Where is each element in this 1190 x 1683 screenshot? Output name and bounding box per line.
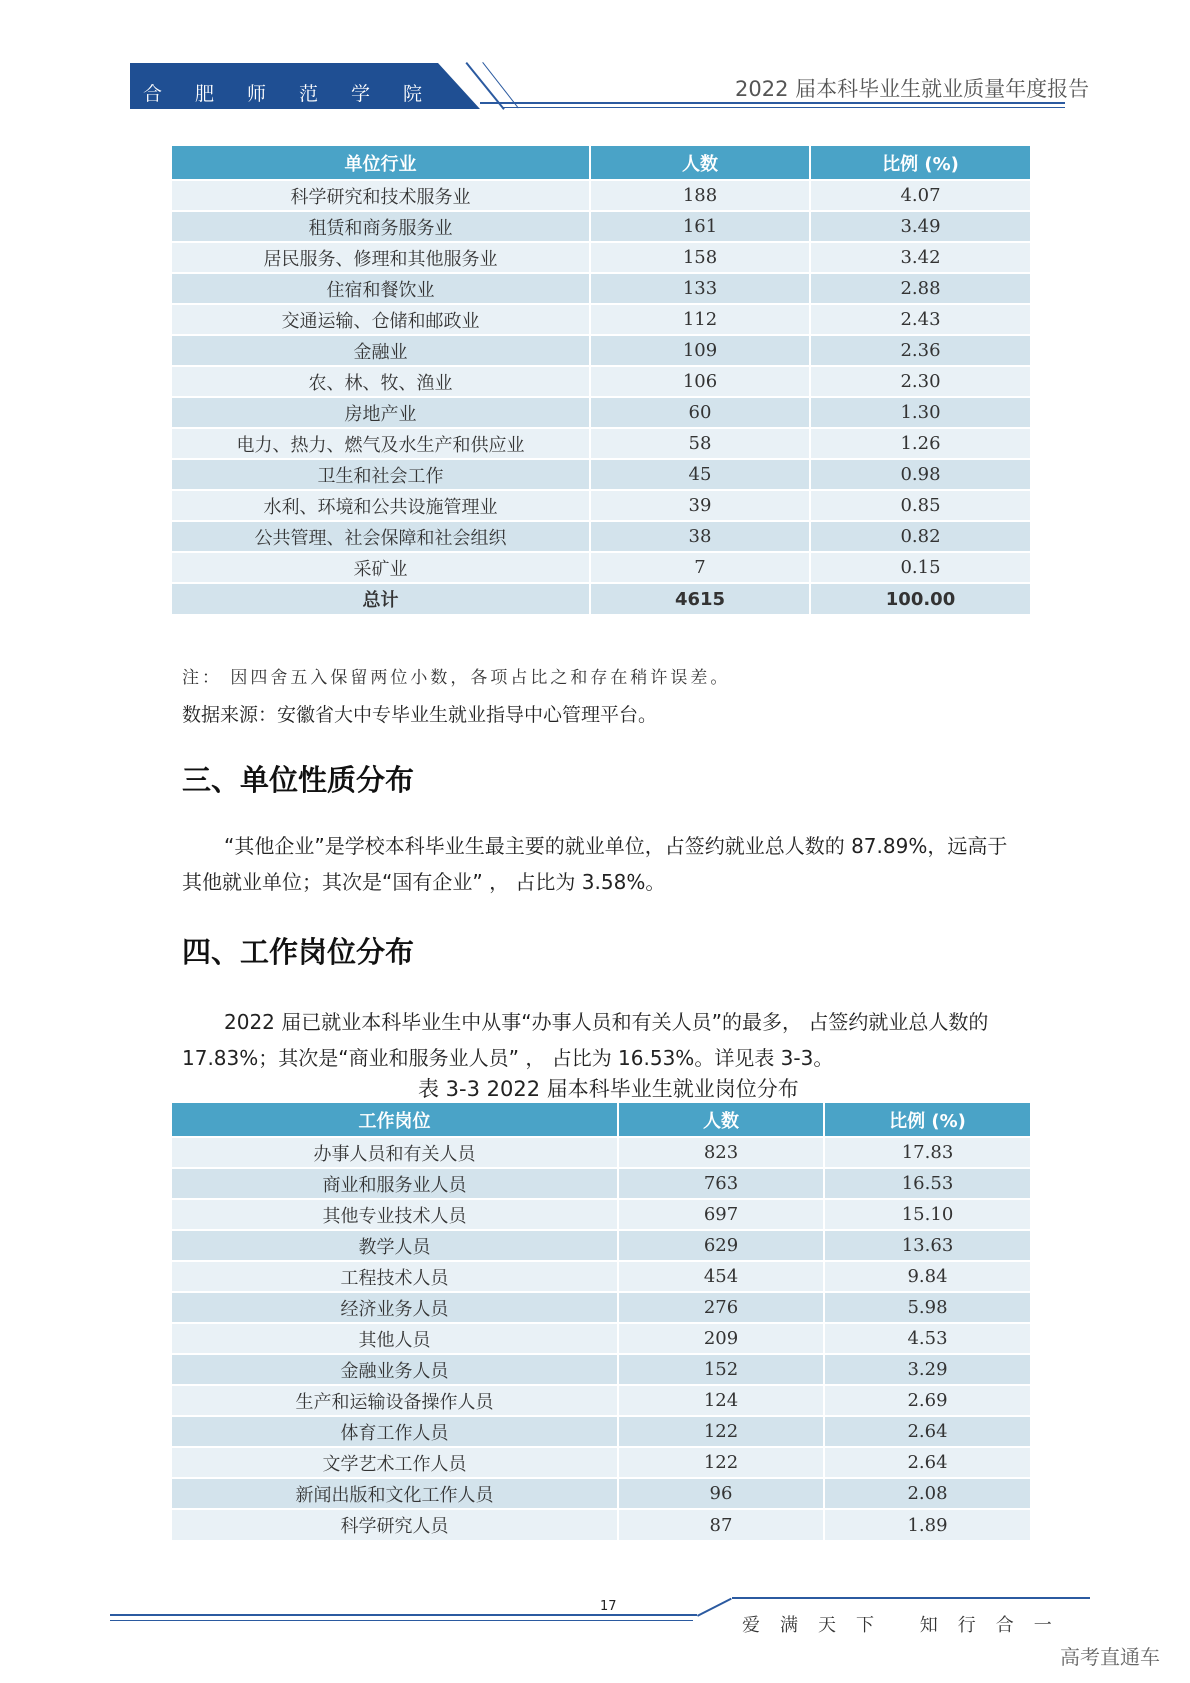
cell-name: 电力、热力、燃气及水生产和供应业 [172, 428, 590, 459]
column-header-position: 工作岗位 [172, 1103, 618, 1137]
cell-ratio: 2.43 [810, 304, 1030, 335]
cell-ratio: 2.30 [810, 366, 1030, 397]
watermark: 高考直通车 [1060, 1645, 1160, 1669]
cell-ratio: 2.69 [824, 1385, 1030, 1416]
cell-ratio: 2.64 [824, 1416, 1030, 1447]
section-paragraph-job-position: 2022 届已就业本科毕业生中从事“办事人员和有关人员”的最多， 占签约就业总人数的 17.83%；其次是“商业和服务业人员” ， 占比为 16.53%。详见表 3-3。 [182, 1010, 989, 1070]
cell-name: 房地产业 [172, 397, 590, 428]
cell-count: 158 [590, 242, 810, 273]
table-row [172, 242, 1030, 273]
cell-name: 住宿和餐饮业 [172, 273, 590, 304]
column-header-count: 人数 [590, 146, 810, 180]
cell-ratio: 15.10 [824, 1199, 1030, 1230]
section-heading-unit-nature: 三、单位性质分布 [182, 763, 415, 797]
cell-name: 经济业务人员 [172, 1292, 618, 1323]
cell-count: 763 [618, 1168, 824, 1199]
school-name: 合肥师范学院 [143, 83, 456, 105]
table-row [172, 552, 1030, 583]
total-ratio: 100.00 [810, 583, 1030, 614]
cell-count: 109 [590, 335, 810, 366]
cell-name: 金融业 [172, 335, 590, 366]
cell-name: 新闻出版和文化工作人员 [172, 1478, 618, 1509]
cell-count: 454 [618, 1261, 824, 1292]
cell-count: 629 [618, 1230, 824, 1261]
cell-name: 租赁和商务服务业 [172, 211, 590, 242]
cell-count: 823 [618, 1137, 824, 1168]
industry-distribution-table [172, 146, 1030, 614]
cell-ratio: 0.98 [810, 459, 1030, 490]
cell-ratio: 3.42 [810, 242, 1030, 273]
table-row [172, 1261, 1030, 1292]
cell-name: 农、林、牧、渔业 [172, 366, 590, 397]
cell-count: 152 [618, 1354, 824, 1385]
cell-count: 106 [590, 366, 810, 397]
cell-ratio: 13.63 [824, 1230, 1030, 1261]
section-heading-job-position: 四、工作岗位分布 [182, 935, 415, 969]
table-row [172, 335, 1030, 366]
cell-count: 276 [618, 1292, 824, 1323]
cell-count: 112 [590, 304, 810, 335]
table-row [172, 1199, 1030, 1230]
cell-name: 体育工作人员 [172, 1416, 618, 1447]
cell-ratio: 4.53 [824, 1323, 1030, 1354]
total-count: 4615 [590, 583, 810, 614]
cell-name: 公共管理、社会保障和社会组织 [172, 521, 590, 552]
cell-count: 87 [618, 1509, 824, 1540]
table-row [172, 304, 1030, 335]
table-row [172, 428, 1030, 459]
table-row [172, 211, 1030, 242]
table-total-row [172, 583, 1030, 614]
total-label: 总计 [172, 583, 590, 614]
cell-ratio: 2.88 [810, 273, 1030, 304]
table-note: 注： 因四舍五入保留两位小数，各项占比之和存在稍许误差。 [182, 668, 731, 688]
cell-ratio: 16.53 [824, 1168, 1030, 1199]
table-row [172, 490, 1030, 521]
data-source: 数据来源：安徽省大中专毕业生就业指导中心管理平台。 [182, 704, 658, 726]
table-row [172, 1230, 1030, 1261]
cell-name: 其他人员 [172, 1323, 618, 1354]
column-header-ratio: 比例 (%) [824, 1103, 1030, 1137]
cell-name: 采矿业 [172, 552, 590, 583]
table-row [172, 1385, 1030, 1416]
footer-rule-right [732, 1597, 1090, 1599]
cell-count: 7 [590, 552, 810, 583]
table-row [172, 180, 1030, 211]
cell-count: 38 [590, 521, 810, 552]
table-row [172, 1323, 1030, 1354]
cell-count: 39 [590, 490, 810, 521]
table-row [172, 1354, 1030, 1385]
cell-name: 其他专业技术人员 [172, 1199, 618, 1230]
footer-rule-thin [110, 1620, 693, 1621]
column-header-ratio: 比例 (%) [810, 146, 1030, 180]
cell-ratio: 4.07 [810, 180, 1030, 211]
footer-rule [110, 1614, 697, 1616]
cell-name: 工程技术人员 [172, 1261, 618, 1292]
page-number: 17 [600, 1599, 617, 1614]
cell-name: 居民服务、修理和其他服务业 [172, 242, 590, 273]
cell-name: 商业和服务业人员 [172, 1168, 618, 1199]
header-rule-thin [503, 107, 1065, 108]
cell-count: 124 [618, 1385, 824, 1416]
cell-count: 122 [618, 1416, 824, 1447]
cell-ratio: 2.64 [824, 1447, 1030, 1478]
cell-name: 卫生和社会工作 [172, 459, 590, 490]
cell-name: 水利、环境和公共设施管理业 [172, 490, 590, 521]
table-caption: 表 3-3 2022 届本科毕业生就业岗位分布 [418, 1077, 799, 1101]
cell-ratio: 3.29 [824, 1354, 1030, 1385]
cell-name: 办事人员和有关人员 [172, 1137, 618, 1168]
cell-count: 45 [590, 459, 810, 490]
cell-ratio: 0.85 [810, 490, 1030, 521]
cell-ratio: 0.15 [810, 552, 1030, 583]
cell-count: 209 [618, 1323, 824, 1354]
table-row [172, 273, 1030, 304]
column-header-count: 人数 [618, 1103, 824, 1137]
cell-count: 161 [590, 211, 810, 242]
cell-ratio: 3.49 [810, 211, 1030, 242]
cell-ratio: 1.26 [810, 428, 1030, 459]
cell-ratio: 17.83 [824, 1137, 1030, 1168]
cell-count: 60 [590, 397, 810, 428]
cell-count: 188 [590, 180, 810, 211]
table-row [172, 1509, 1030, 1540]
table-header-row [172, 146, 1030, 180]
cell-name: 科学研究人员 [172, 1509, 618, 1540]
section-paragraph-unit-nature: “其他企业”是学校本科毕业生最主要的就业单位，占签约就业总人数的 87.89%，远高于其他就业单位；其次是“国有企业” ， 占比为 3.58%。 [182, 834, 1008, 894]
cell-ratio: 2.08 [824, 1478, 1030, 1509]
cell-name: 科学研究和技术服务业 [172, 180, 590, 211]
cell-count: 122 [618, 1447, 824, 1478]
cell-name: 文学艺术工作人员 [172, 1447, 618, 1478]
table-row [172, 397, 1030, 428]
cell-ratio: 5.98 [824, 1292, 1030, 1323]
table-row [172, 1447, 1030, 1478]
table-row [172, 1137, 1030, 1168]
cell-ratio: 0.82 [810, 521, 1030, 552]
cell-ratio: 1.30 [810, 397, 1030, 428]
cell-count: 58 [590, 428, 810, 459]
cell-ratio: 9.84 [824, 1261, 1030, 1292]
footer-motto: 爱满天下 知行合一 [742, 1615, 1072, 1636]
table-header-row [172, 1103, 1030, 1137]
cell-ratio: 2.36 [810, 335, 1030, 366]
table-row [172, 366, 1030, 397]
cell-name: 生产和运输设备操作人员 [172, 1385, 618, 1416]
job-position-table [172, 1103, 1030, 1540]
table-row [172, 521, 1030, 552]
cell-name: 教学人员 [172, 1230, 618, 1261]
cell-name: 金融业务人员 [172, 1354, 618, 1385]
cell-count: 697 [618, 1199, 824, 1230]
column-header-industry: 单位行业 [172, 146, 590, 180]
table-row [172, 1168, 1030, 1199]
table-row [172, 1478, 1030, 1509]
cell-count: 133 [590, 273, 810, 304]
report-title: 2022 届本科毕业生就业质量年度报告 [735, 77, 1090, 101]
footer-rule-diagonal [697, 1598, 732, 1617]
cell-name: 交通运输、仓储和邮政业 [172, 304, 590, 335]
cell-ratio: 1.89 [824, 1509, 1030, 1540]
cell-count: 96 [618, 1478, 824, 1509]
table-row [172, 1292, 1030, 1323]
table-row [172, 1416, 1030, 1447]
table-row [172, 459, 1030, 490]
